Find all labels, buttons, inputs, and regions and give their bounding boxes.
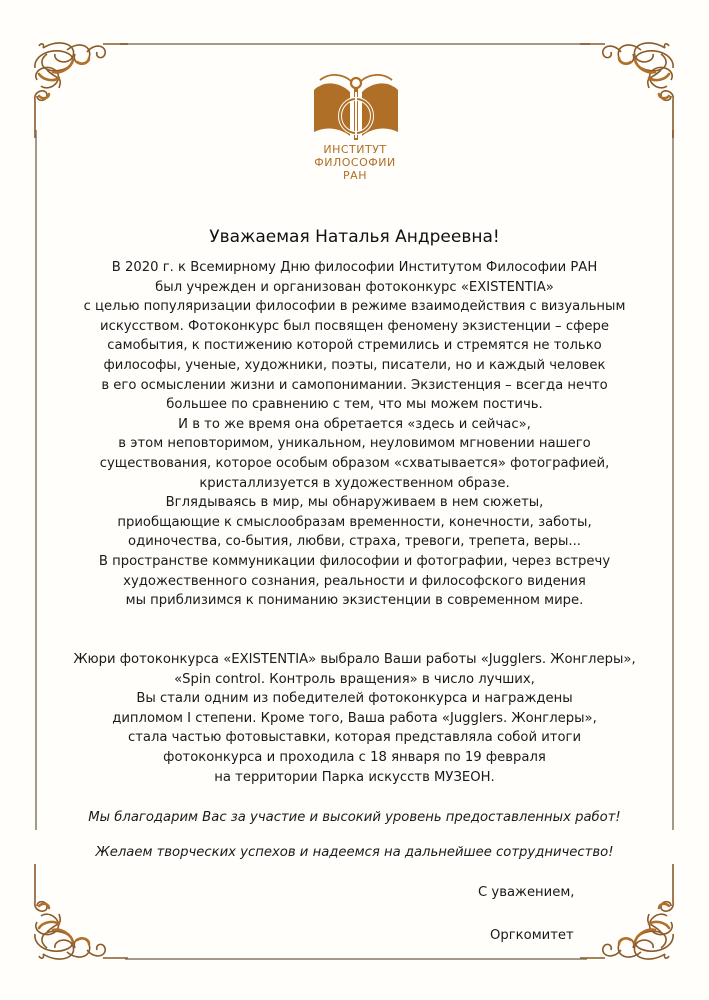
text-line: одиночества, со-бытия, любви, страха, тревоги, трепета, веры... [128,534,581,550]
text-line: «Spin control. Контроль вращения» в число лучших, [174,671,535,687]
text-line: Жюри фотоконкурса «EXISTENTIA» выбрало Ваши работы «Jugglers. Жонглеры», [73,652,636,667]
logo-text-line-2: ФИЛОСОФИИ [314,156,396,169]
text-line: кристаллизуется в художественном образе. [199,475,510,491]
text-line: философы, ученые, художники, поэты, писатели, но и каждый человек [103,357,606,373]
letter-signature: Оргкомитет [490,928,574,943]
flourish-corner-top-right-icon [580,40,675,140]
letter-wishes: Желаем творческих успехов и надеемся на дальнейшее сотрудничество! [95,845,614,860]
letter-closing: С уважением, [478,885,575,900]
flourish-corner-top-left-icon [33,40,128,140]
logo-text-line-1: ИНСТИТУТ [323,143,387,156]
text-line: И в то же время она обретается «здесь и сейчас», [178,416,531,432]
letter-paragraph-2 [40,650,669,787]
flourish-corner-bottom-right-icon [580,862,675,962]
text-line: большее по сравнению с тем, что мы можем постичь. [166,397,543,413]
text-line: дипломом I степени. Кроме того, Ваша работа «Jugglers. Жонглеры», [112,710,597,726]
frame-border-top [120,43,590,45]
text-line: В 2020 г. к Всемирному Дню философии Институтом Философии РАН [111,260,598,275]
text-line: в его осмыслении жизни и самопонимании. Экзистенция – всегда нечто [101,377,608,393]
logo-text-line-3: РАН [343,169,367,182]
text-line: художественного сознания, реальности и философского видения [123,573,586,589]
text-line: искусством. Фотоконкурс был посвящен феномену экзистенции – сфере [100,318,609,334]
text-line: был учрежден и организован фотоконкурс «EXISTENTIA» [155,279,554,295]
text-line: самобытия, к постижению которой стремились и стремятся не только [107,338,602,354]
text-line: приобщающие к смыслообразам временности, конечности, заботы, [117,514,592,530]
text-line: Вглядываясь в мир, мы обнаруживаем в нем сюжеты, [165,495,544,511]
letter-thanks: Мы благодарим Вас за участие и высокий уровень предоставленных работ! [88,810,621,825]
text-line: мы приблизимся к пониманию экзистенции в современном мире. [125,593,584,609]
text-line: на территории Парка искусств МУЗЕОН. [214,769,495,785]
letter-paragraph-1 [40,258,669,611]
text-line: В пространстве коммуникации философии и фотографии, через встречу [98,553,611,569]
letter-greeting: Уважаемая Наталья Андреевна! [209,227,500,247]
text-line: в этом неповторимом, уникальном, неуловимом мгновении нашего [118,436,591,452]
frame-border-bottom [125,958,587,960]
text-line: существования, которое особым образом «схватывается» фотографией, [99,455,610,471]
text-line: Вы стали одним из победителей фотоконкурса и награждены [136,691,573,707]
flourish-corner-bottom-left-icon [33,862,128,962]
text-line: стала частью фотовыставки, которая представляла собой итоги [127,730,582,746]
text-line: фотоконкурса и проходила с 18 января по 19 февраля [163,749,546,765]
text-line: с целью популяризации философии в режиме взаимодействия с визуальным [83,299,626,315]
